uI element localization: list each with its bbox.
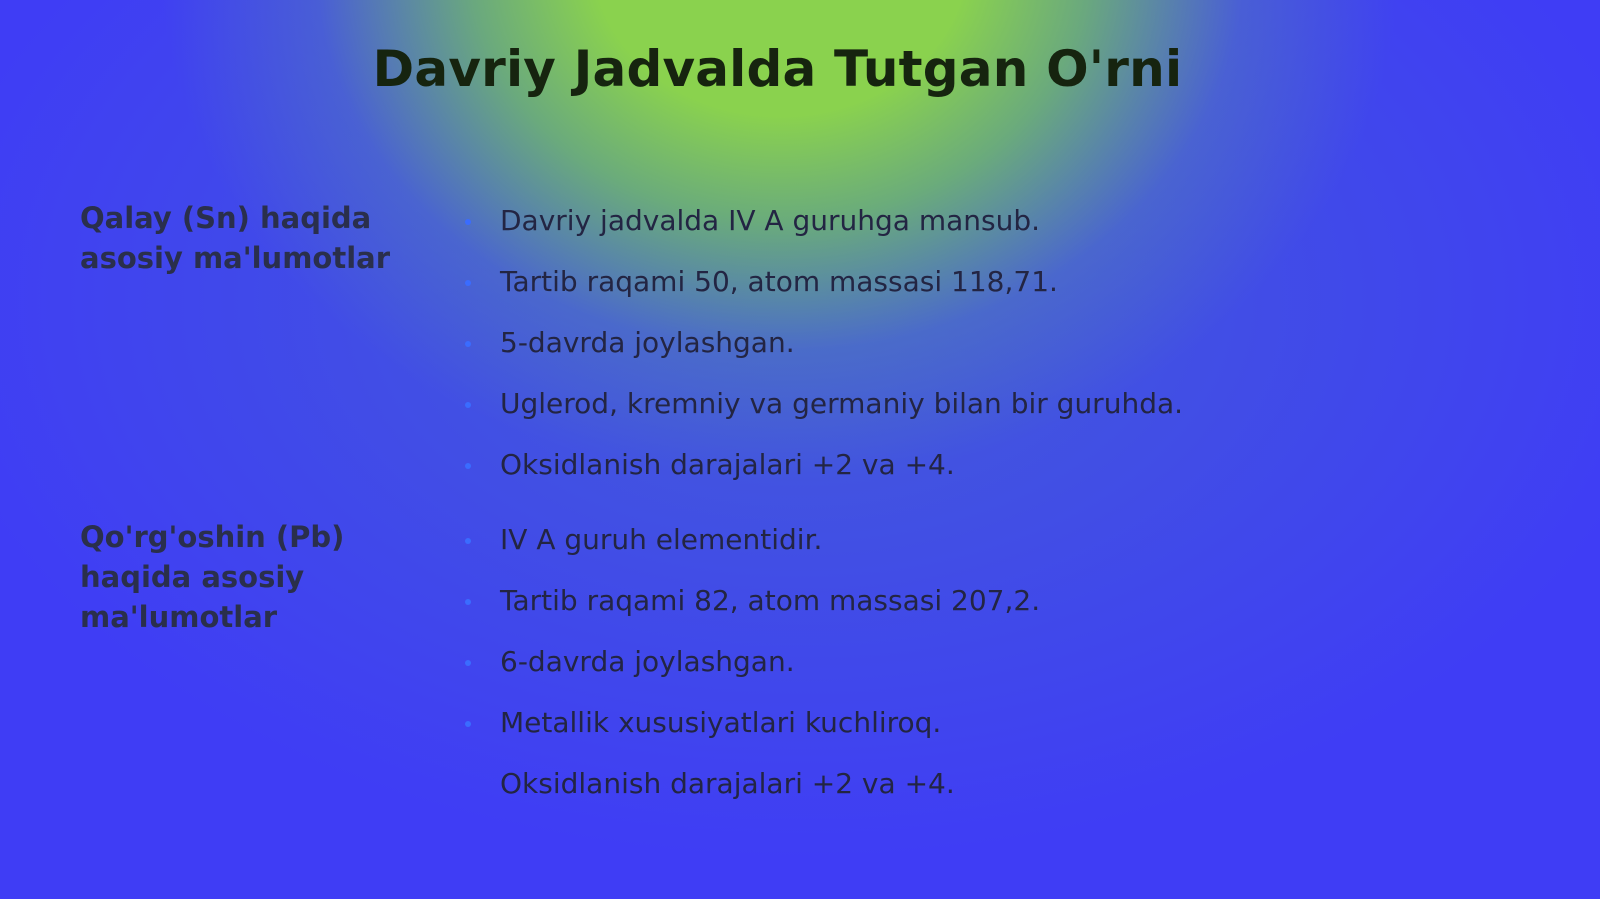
list-item-text: Oksidlanish darajalari +2 va +4. — [500, 767, 955, 800]
list-item — [460, 198, 1183, 259]
bullet-icon — [465, 219, 471, 225]
list-item — [460, 517, 1040, 578]
bullet-icon — [465, 402, 471, 408]
list-item-text: Oksidlanish darajalari +2 va +4. — [500, 448, 955, 481]
bullet-icon — [465, 280, 471, 286]
list-item — [460, 381, 1183, 442]
bullet-icon — [465, 341, 471, 347]
list-item — [460, 700, 1040, 761]
list-item — [460, 761, 1040, 822]
bullet-list-tin — [460, 198, 1183, 503]
list-item — [460, 259, 1183, 320]
bullet-list-lead — [460, 517, 1040, 822]
bullet-icon — [465, 721, 471, 727]
list-item — [460, 578, 1040, 639]
section-heading-lead: Qo'rg'oshin (Pb) haqida asosiy ma'lumotlar — [80, 520, 345, 634]
list-item-text: IV A guruh elementidir. — [500, 523, 823, 556]
bullet-icon — [465, 660, 471, 666]
bullet-icon — [465, 538, 471, 544]
slide-title: Davriy Jadvalda Tutgan O'rni — [372, 40, 1183, 98]
list-item — [460, 320, 1183, 381]
bullet-icon — [465, 463, 471, 469]
list-item-text: Tartib raqami 82, atom massasi 207,2. — [500, 584, 1041, 617]
list-item — [460, 639, 1040, 700]
list-item-text: Uglerod, kremniy va germaniy bilan bir guruhda. — [500, 387, 1184, 420]
list-item-text: 5-davrda joylashgan. — [500, 326, 795, 359]
list-item-text: Davriy jadvalda IV A guruhga mansub. — [500, 204, 1041, 237]
list-item-text: Metallik xususiyatlari kuchliroq. — [500, 706, 942, 739]
list-item — [460, 442, 1183, 503]
bullet-icon — [465, 599, 471, 605]
list-item-text: Tartib raqami 50, atom massasi 118,71. — [500, 265, 1058, 298]
list-item-text: 6-davrda joylashgan. — [500, 645, 795, 678]
section-heading-tin: Qalay (Sn) haqida asosiy ma'lumotlar — [80, 201, 391, 275]
